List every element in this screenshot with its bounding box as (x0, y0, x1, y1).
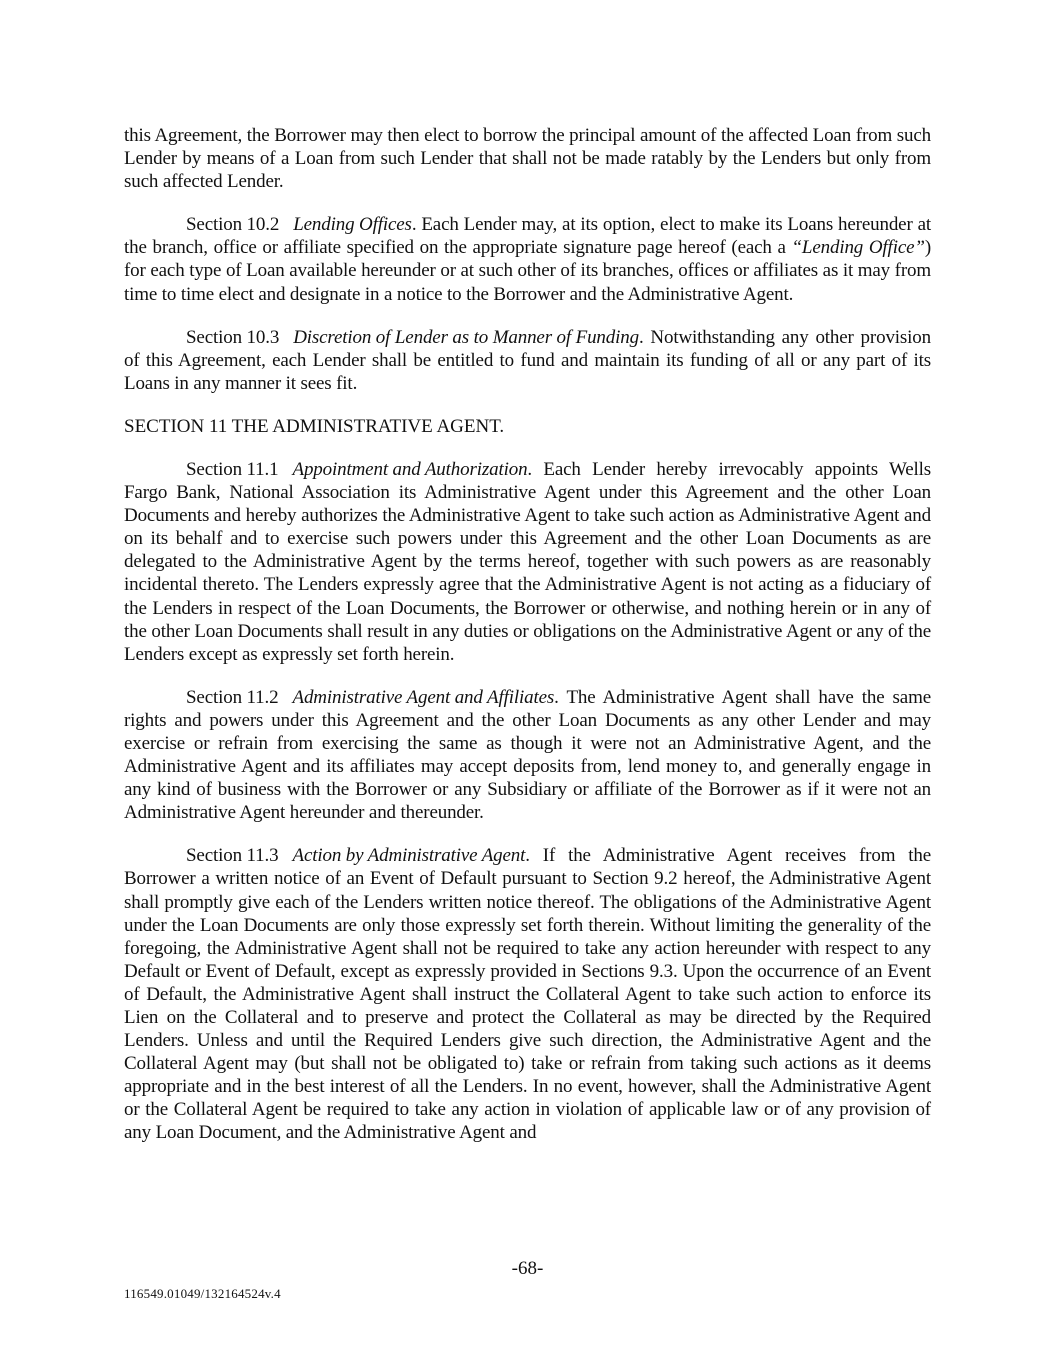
section-body: . If the Administrative Agent receives from the Borrower a written notice of an Event of Default pursuant to Section 9.2 hereof, the Administrative Agent shall promptly give each of the Lenders written notice thereof. The obligations of the Administrative Agent under the Loan Documents are only those expressly set forth therein. Without limiting the generality of the foregoing, the Administrative Agent shall not be required to take any action hereunder with respect to any Default or Event of Default, except as expressly provided in Sections 9.3. Upon the occurrence of an Event of Default, the Administrative Agent shall instruct the Collateral Agent to take such action to enforce its Lien on the Collateral and to preserve and protect the Collateral as may be directed by the Required Lenders. Unless and until the Required Lenders give such direction, the Administrative Agent and the Collateral Agent may (but shall not be obligated to) take or refrain from taking such actions as it deems appropriate and in the best interest of all the Lenders. In no event, however, shall the Administrative Agent or the Collateral Agent be required to take any action in violation of applicable law or of any provision of any Loan Document, and the Administrative Agent and (124, 845, 931, 1144)
section-body: . Notwithstanding any other provision of this Agreement, each Lender shall be entitled to fund and maintain its funding of all or any part of its Loans in any manner it sees fit. (124, 326, 931, 394)
section-title: Discretion of Lender as to Manner of Funding (293, 326, 639, 348)
section-body-cont: ) for each type of Loan available hereunder or at such other of its branches, offices or affiliates as it may from time to time elect and designate in a notice to the Borrower and the Administrative Agent. (124, 237, 931, 305)
document-page (124, 124, 931, 1165)
section-number: Section 11.2 (186, 686, 279, 708)
section-11-heading: SECTION 11 THE ADMINISTRATIVE AGENT. (124, 415, 505, 437)
section-title: Appointment and Authorization (292, 458, 528, 480)
document-id: 116549.01049/132164524v.4 (124, 1286, 281, 1301)
section-11-3 (124, 844, 931, 1144)
section-number: Section 11.1 (186, 458, 279, 480)
section-11-2 (124, 686, 931, 825)
section-title: Administrative Agent and Affiliates (292, 686, 555, 708)
section-10-3 (124, 326, 931, 395)
section-title: Action by Administrative Agent (292, 845, 526, 867)
section-11-1 (124, 458, 931, 666)
section-number: Section 11.3 (186, 845, 279, 867)
defined-term: “Lending Office” (791, 237, 925, 259)
section-body: . Each Lender may, at its option, elect to make its Loans hereunder at the branch, office or affiliate specified on the appropriate signature page hereof (each a (124, 214, 931, 259)
page-number: -68- (511, 1258, 544, 1279)
continuation-paragraph: this Agreement, the Borrower may then elect to borrow the principal amount of the affected Loan from such Lender by means of a Loan from such Lender that shall not be made ratably by the Lenders but only from such affected Lender. (124, 125, 931, 193)
section-body: . Each Lender hereby irrevocably appoints Wells Fargo Bank, National Association its Administrative Agent under this Agreement and the other Loan Documents and hereby authorizes the Administrative Agent to take such action as Administrative Agent and on its behalf and to exercise such powers under this Agreement and the other Loan Documents as are delegated to the Administrative Agent by the terms hereof, together with such powers as are reasonably incidental thereto. The Lenders expressly agree that the Administrative Agent is not acting as a fiduciary of the Lenders in respect of the Loan Documents, the Borrower or otherwise, and nothing herein or in any of the other Loan Documents shall result in any duties or obligations on the Administrative Agent or any of the Lenders except as expressly set forth herein. (124, 458, 931, 665)
section-10-2 (124, 213, 931, 305)
section-body: . The Administrative Agent shall have the same rights and powers under this Agreement and the other Loan Documents as any other Lender and may exercise or refrain from exercising the same as though it were not an Administrative Agent, and the Administrative Agent and its affiliates may accept deposits from, lend money to, and generally engage in any kind of business with the Borrower or any Subsidiary or affiliate of the Borrower as if it were not an Administrative Agent hereunder and thereunder. (124, 686, 931, 824)
section-number: Section 10.2 (186, 214, 280, 236)
section-number: Section 10.3 (186, 326, 280, 348)
section-title: Lending Offices (293, 214, 412, 236)
